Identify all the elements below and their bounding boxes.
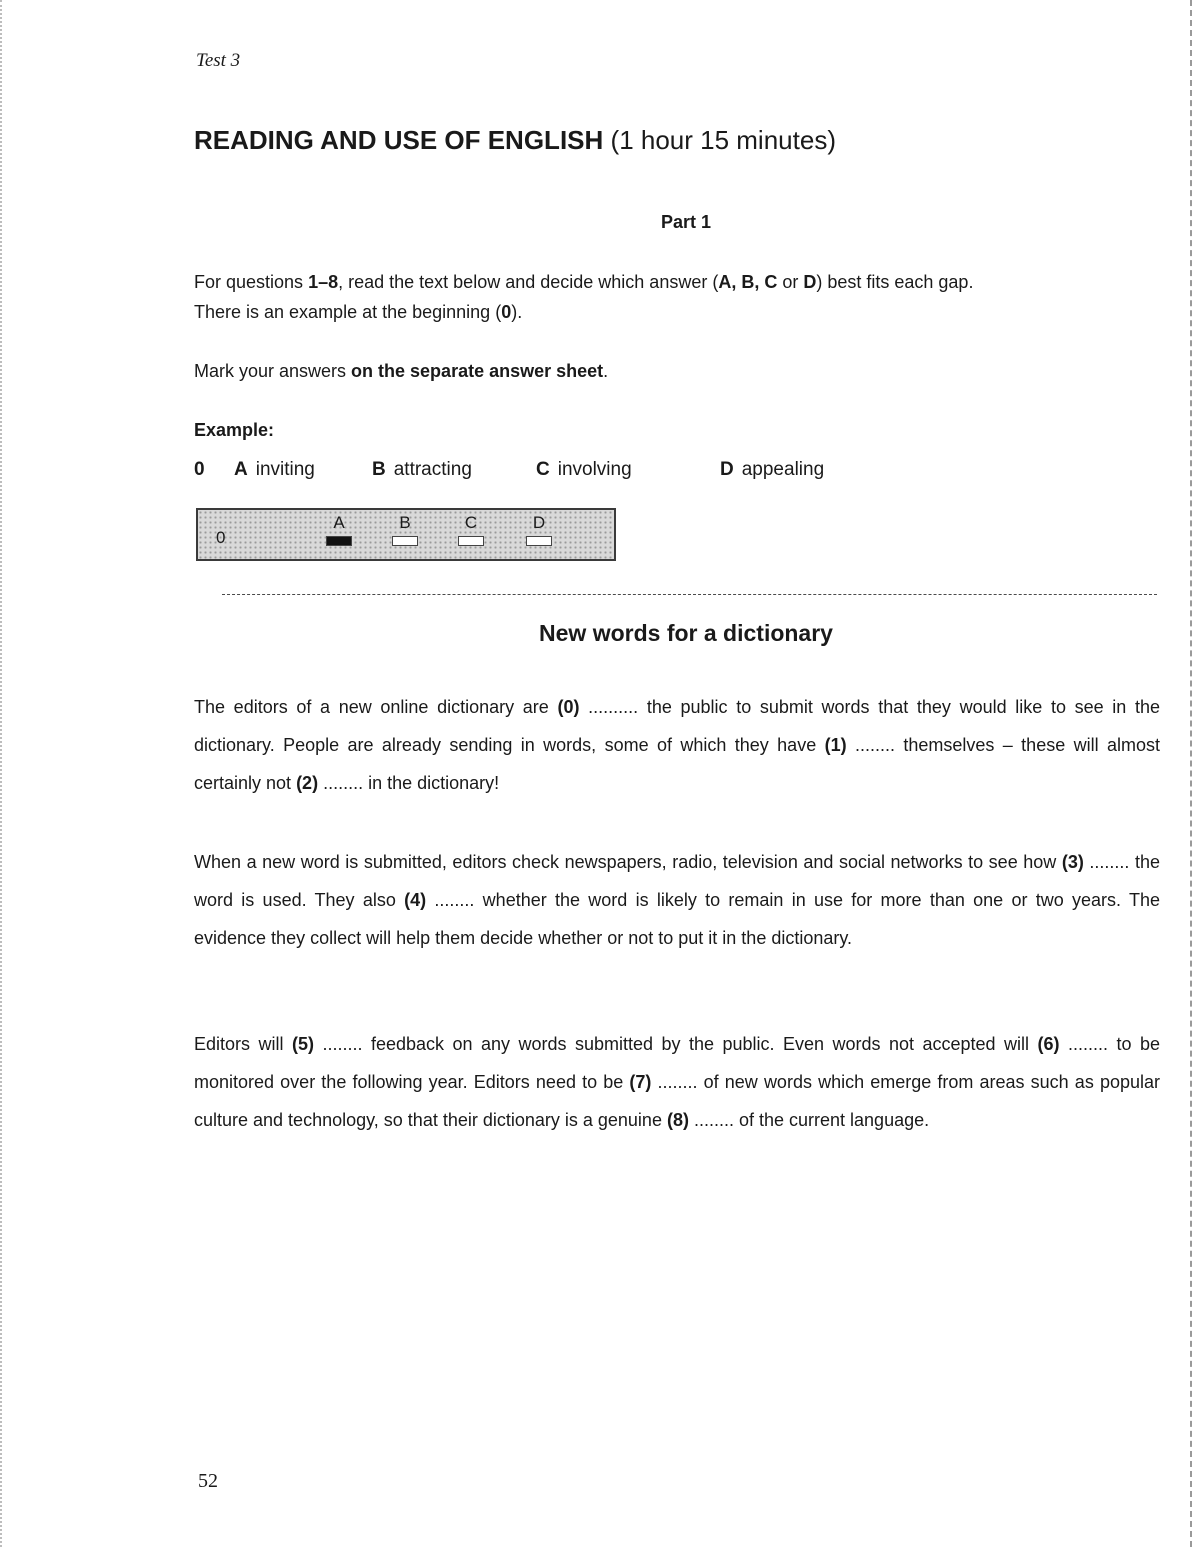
paragraph-1 (194, 688, 1160, 802)
option-word: appealing (741, 459, 825, 480)
section-title-main: READING AND USE OF ENGLISH (194, 125, 604, 155)
example-option-a (234, 459, 315, 481)
paragraph-text: ........ the word is used. They also (194, 852, 1160, 910)
mark-answers-instruction (194, 356, 1160, 386)
instructions (194, 267, 1160, 327)
paragraph-text: ........ of new words which emerge from areas such as popular culture and technology, so that their dictionary is a genuine (194, 1072, 1160, 1130)
running-head: Test 3 (196, 50, 241, 71)
option-letter: C (536, 459, 550, 480)
gap-4: (4) (404, 890, 427, 910)
option-letters: A, B, C (718, 272, 778, 292)
gap-0: (0) (557, 697, 580, 717)
paragraph-text: ........ themselves – these will almost certainly not (194, 735, 1160, 793)
example-ref: 0 (501, 302, 512, 322)
gap-8: (8) (666, 1110, 689, 1130)
gap-7: (7) (629, 1072, 652, 1092)
paragraph-text: ........ of the current language. (688, 1110, 930, 1130)
paragraph-text: Editors will (194, 1034, 292, 1054)
text-title: New words for a dictionary (539, 620, 833, 646)
gap-1: (1) (824, 735, 847, 755)
example-number: 0 (194, 459, 205, 480)
option-word: inviting (255, 459, 315, 480)
option-letter: A (234, 459, 248, 480)
gap-6: (6) (1037, 1034, 1060, 1054)
part-title: Part 1 (660, 212, 712, 232)
example-option-d (720, 459, 824, 481)
question-range: 1–8 (308, 272, 339, 292)
option-word: attracting (393, 459, 472, 480)
answer-bubble (526, 536, 552, 546)
answer-cell-a (324, 513, 354, 546)
option-word: involving (557, 459, 632, 480)
paragraph-3 (194, 1025, 1160, 1139)
instruction-text: , read the text below and decide which answer ( (338, 272, 719, 292)
paragraph-text: ........ to be monitored over the following year. Editors need to be (194, 1034, 1160, 1092)
paragraph-text: ........ whether the word is likely to remain in use for more than one or two years. The evidence they collect will help them decide whether or not to put it in the dictionary. (194, 890, 1160, 948)
paragraph-text: .......... the public to submit words that they would like to see in the dictionary. People are already sending in words, some of which they have (194, 697, 1161, 755)
gap-3: (3) (1061, 852, 1084, 872)
instruction-text: There is an example at the beginning ( (194, 302, 502, 322)
answer-sheet-ref: on the separate answer sheet (351, 361, 604, 381)
answer-letter: B (399, 513, 411, 532)
page-number: 52 (198, 1470, 218, 1492)
answer-letter: A (333, 513, 345, 532)
divider-line (222, 594, 1157, 595)
paragraph-text: ........ in the dictionary! (318, 773, 500, 793)
gap-5: (5) (291, 1034, 314, 1054)
answer-cell-c (456, 513, 486, 546)
paragraph-text: When a new word is submitted, editors check newspapers, radio, television and social networks to see how (194, 852, 1062, 872)
instruction-text: For questions (194, 272, 309, 292)
answer-letter: D (532, 513, 546, 532)
section-duration: (1 hour 15 minutes) (610, 125, 836, 155)
answer-cell-b (390, 513, 420, 546)
answer-bubble (392, 536, 418, 546)
gap-2: (2) (296, 773, 319, 793)
instruction-text: ). (511, 302, 523, 322)
example-label: Example: (194, 420, 275, 440)
answer-letter: C (464, 513, 478, 532)
instruction-text: ) best fits each gap. (816, 272, 974, 292)
section-title (194, 125, 836, 156)
answer-bubble (458, 536, 484, 546)
answer-cell-d (524, 513, 554, 546)
instruction-text: . (603, 361, 609, 381)
paragraph-text: The editors of a new online dictionary are (194, 697, 558, 717)
example-option-b (372, 459, 472, 481)
example-answer-sheet (196, 508, 616, 561)
paragraph-text: ........ feedback on any words submitted by the public. Even words not accepted will (313, 1034, 1038, 1054)
instruction-text: or (777, 272, 804, 292)
option-letter: D (720, 459, 734, 480)
answer-sheet-number: 0 (216, 528, 226, 547)
example-option-c (536, 459, 632, 481)
option-letter: B (372, 459, 386, 480)
instruction-text: Mark your answers (194, 361, 352, 381)
option-letter-last: D (803, 272, 817, 292)
paragraph-2 (194, 843, 1160, 957)
answer-bubble-filled (326, 536, 352, 546)
